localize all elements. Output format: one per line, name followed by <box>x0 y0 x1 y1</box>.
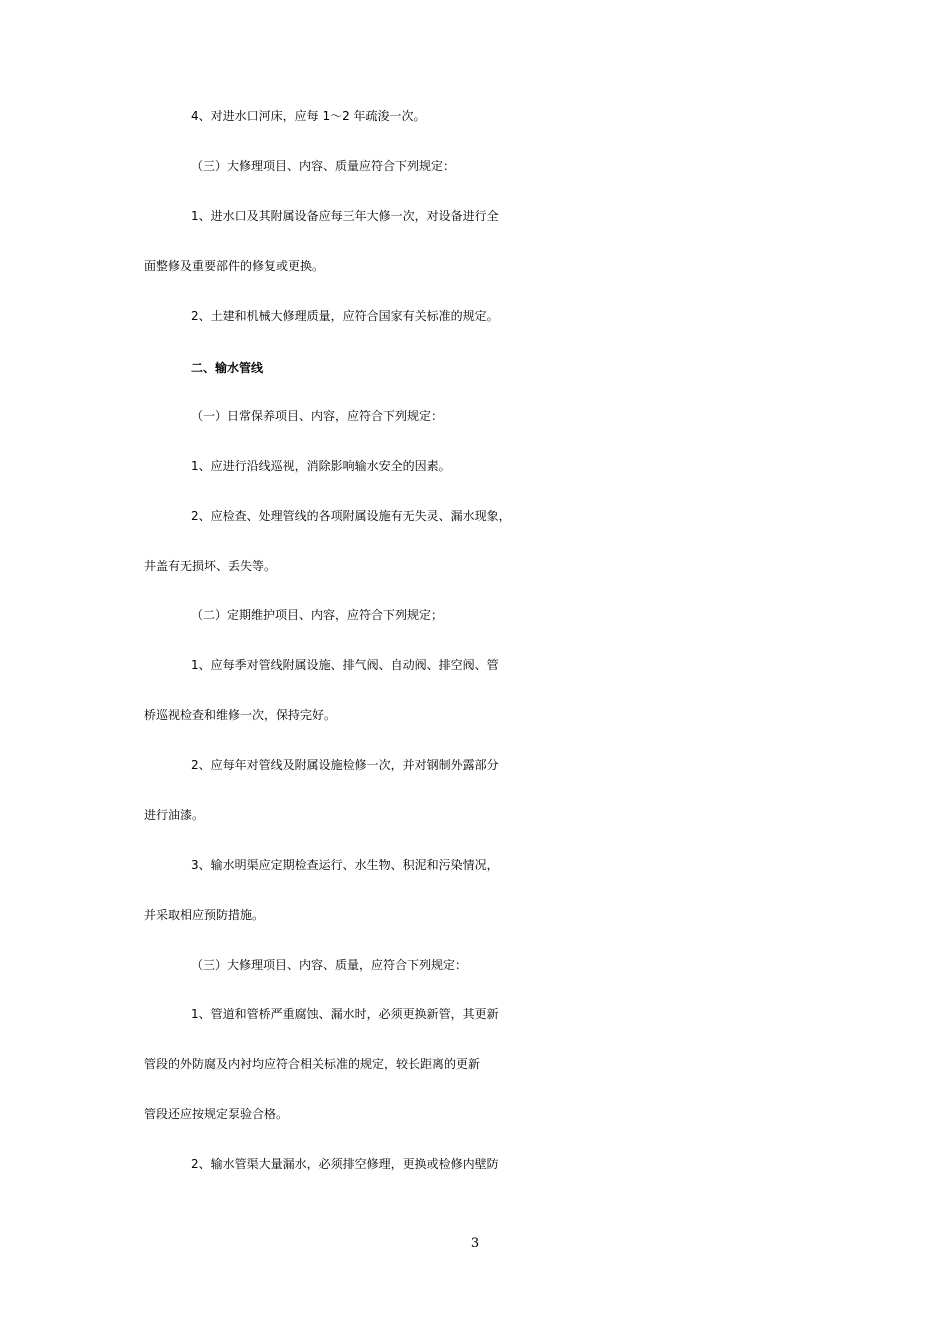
paragraph-continuation-line: 管段的外防腐及内衬均应符合相关标准的规定，较长距离的更新 <box>144 1057 481 1071</box>
paragraph-line: 2、土建和机械大修理质量，应符合国家有关标准的规定。 <box>191 309 499 323</box>
paragraph-line: 1、应进行沿线巡视，消除影响输水安全的因素。 <box>191 459 451 473</box>
section-heading-line: （三）大修理项目、内容、质量应符合下列规定： <box>191 159 456 173</box>
paragraph-continuation-line: 桥巡视检查和维修一次，保持完好。 <box>144 708 337 722</box>
paragraph-continuation-line: 进行油漆。 <box>144 808 205 822</box>
paragraph-line: 3、输水明渠应定期检查运行、水生物、积泥和污染情况， <box>191 858 499 872</box>
paragraph-continuation-line: 面整修及重要部件的修复或更换。 <box>144 259 325 273</box>
section-heading-line: （一）日常保养项目、内容，应符合下列规定： <box>191 409 444 423</box>
section-heading-line: （三）大修理项目、内容、质量，应符合下列规定： <box>191 958 468 972</box>
page-number: 3 <box>470 1236 480 1251</box>
chapter-heading: 二、输水管线 <box>191 361 264 375</box>
paragraph-line: 2、输水管渠大量漏水，必须排空修理，更换或检修内壁防 <box>191 1157 499 1171</box>
paragraph-line: 4、对进水口河床，应每 1～2 年疏浚一次。 <box>191 109 426 123</box>
section-heading-line: （二）定期维护项目、内容，应符合下列规定； <box>191 608 444 622</box>
paragraph-continuation-line: 管段还应按规定泵验合格。 <box>144 1107 289 1121</box>
paragraph-line: 1、应每季对管线附属设施、排气阀、自动阀、排空阀、管 <box>191 658 499 672</box>
paragraph-line: 2、应每年对管线及附属设施检修一次，并对钢制外露部分 <box>191 758 499 772</box>
paragraph-line: 1、进水口及其附属设备应每三年大修一次，对设备进行全 <box>191 209 499 223</box>
paragraph-continuation-line: 井盖有无损坏、丢失等。 <box>144 559 277 573</box>
paragraph-line: 1、管道和管桥严重腐蚀、漏水时，必须更换新管，其更新 <box>191 1007 499 1021</box>
paragraph-continuation-line: 并采取相应预防措施。 <box>144 908 265 922</box>
paragraph-line: 2、应检查、处理管线的各项附属设施有无失灵、漏水现象， <box>191 509 511 523</box>
